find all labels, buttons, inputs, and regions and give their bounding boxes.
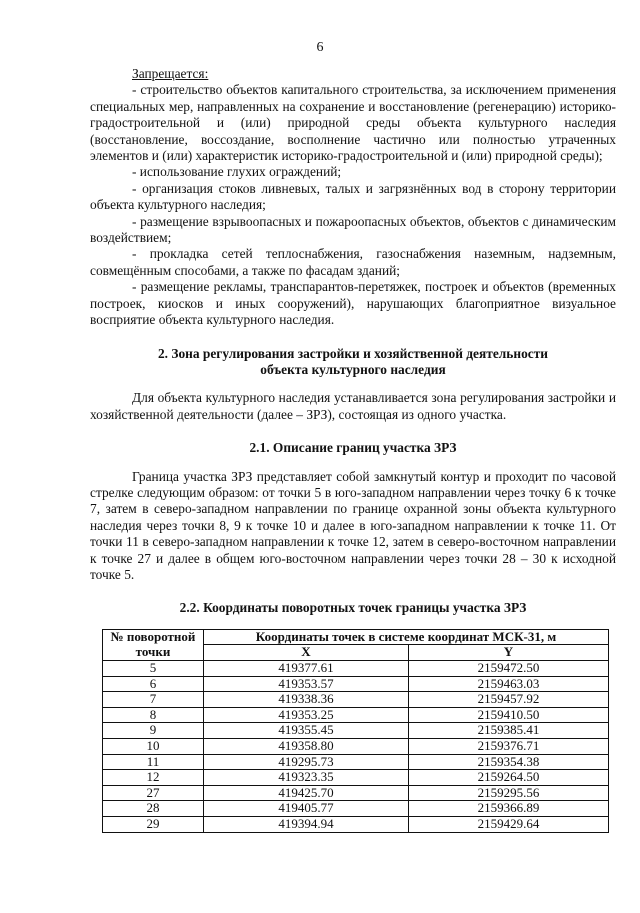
section-2-1-text: Граница участка ЗРЗ представляет собой замкнутый контур и проходит по часовой стрелке следующим образом: от точки 5 в юго-западном направлении через точку 6 к точке 7, затем в северо-западном направлении по границе охранной зоны объекта культурного наследия через точки 8, 9 к точке 10 и далее в юго-западном направлении к точке 11. От точки 11 в северо-западном направлении к точке 12, затем в северо-восточном направлении к точке 27 и далее в общем юго-восточном направлении через точки 28 – 30 к исходной точке 5. [90, 468, 616, 582]
y-coordinate-cell: 2159264.50 [409, 770, 609, 786]
prohibited-title [90, 66, 616, 82]
x-coordinate-cell: 419405.77 [204, 801, 409, 817]
table-row [103, 676, 609, 692]
prohibited-item: - прокладка сетей теплоснабжения, газоснабжения наземным, надземным, совмещённым способами, а также по фасадам зданий; [90, 246, 616, 278]
table-row [103, 738, 609, 754]
table-header-row [103, 629, 609, 645]
col-point-header: № поворотной точки [103, 629, 204, 660]
section-2-heading-line1: 2. Зона регулирования застройки и хозяйственной деятельности [157, 345, 549, 361]
table-row [103, 754, 609, 770]
x-coordinate-cell: 419377.61 [204, 660, 409, 676]
y-coordinate-cell: 2159376.71 [409, 738, 609, 754]
table-row [103, 723, 609, 739]
y-coordinate-cell: 2159472.50 [409, 660, 609, 676]
table-row [103, 770, 609, 786]
y-coordinate-cell: 2159410.50 [409, 707, 609, 723]
x-coordinate-cell: 419394.94 [204, 816, 409, 832]
x-coordinate-cell: 419338.36 [204, 692, 409, 708]
point-number-cell: 29 [103, 816, 204, 832]
section-2-2-heading: 2.2. Координаты поворотных точек границы участка ЗРЗ [179, 600, 527, 616]
table-row [103, 816, 609, 832]
point-number-cell: 11 [103, 754, 204, 770]
point-number-cell: 6 [103, 676, 204, 692]
point-number-cell: 27 [103, 785, 204, 801]
x-coordinate-cell: 419353.57 [204, 676, 409, 692]
y-coordinate-cell: 2159457.92 [409, 692, 609, 708]
col-y-header: Y [409, 645, 609, 661]
y-coordinate-cell: 2159385.41 [409, 723, 609, 739]
section-2-heading-line2: объекта культурного наследия [260, 361, 446, 377]
table-row [103, 660, 609, 676]
prohibited-item: - размещение взрывоопасных и пожароопасных объектов, объектов с динамическим воздействием; [90, 213, 616, 246]
table-row [103, 801, 609, 817]
prohibited-item: - строительство объектов капитального строительства, за исключением применения специальных мер, направленных на сохранение и восстановление (регенерацию) историко-градостроительной и (или) природной среды объекта культурного наследия (восстановление, воссоздание, восполнение частично или полностью утраченных элементов и (или) характеристик историко-градостроительной и (или) природной среды); [90, 82, 616, 164]
x-coordinate-cell: 419358.80 [204, 738, 409, 754]
prohibited-item: - размещение рекламы, транспарантов-перетяжек, построек и объектов (временных построек, киосков и иных сооружений), нарушающих благоприятное визуальное восприятие объекта культурного наследия. [90, 279, 616, 328]
col-x-header: X [204, 645, 409, 661]
y-coordinate-cell: 2159429.64 [409, 816, 609, 832]
x-coordinate-cell: 419353.25 [204, 707, 409, 723]
point-number-cell: 9 [103, 723, 204, 739]
coordinates-table [102, 629, 609, 833]
prohibited-item: - организация стоков ливневых, талых и загрязнённых вод в сторону территории объекта культурного наследия; [90, 180, 616, 213]
x-coordinate-cell: 419295.73 [204, 754, 409, 770]
point-number-cell: 12 [103, 770, 204, 786]
section-2-1-heading: 2.1. Описание границ участка ЗРЗ [249, 440, 457, 456]
x-coordinate-cell: 419323.35 [204, 770, 409, 786]
y-coordinate-cell: 2159366.89 [409, 801, 609, 817]
section-2-heading [90, 346, 616, 379]
point-number-cell: 28 [103, 801, 204, 817]
y-coordinate-cell: 2159354.38 [409, 754, 609, 770]
point-number-cell: 10 [103, 738, 204, 754]
x-coordinate-cell: 419355.45 [204, 723, 409, 739]
point-number-cell: 5 [103, 660, 204, 676]
y-coordinate-cell: 2159463.03 [409, 676, 609, 692]
col-coords-header: Координаты точек в системе координат МСК-31, м [204, 629, 609, 645]
y-coordinate-cell: 2159295.56 [409, 785, 609, 801]
table-row [103, 692, 609, 708]
prohibited-item: - использование глухих ограждений; [132, 164, 342, 180]
table-row [103, 707, 609, 723]
prohibited-title-text: Запрещается: [132, 66, 209, 81]
point-number-cell: 8 [103, 707, 204, 723]
point-number-cell: 7 [103, 692, 204, 708]
document-body [90, 66, 616, 833]
x-coordinate-cell: 419425.70 [204, 785, 409, 801]
page-number: 6 [316, 40, 324, 55]
section-2-text: Для объекта культурного наследия устанавливается зона регулирования застройки и хозяйственной деятельности (далее – ЗРЗ), состоящая из одного участка. [90, 390, 616, 422]
table-row [103, 785, 609, 801]
coordinates-table-body [103, 660, 609, 832]
